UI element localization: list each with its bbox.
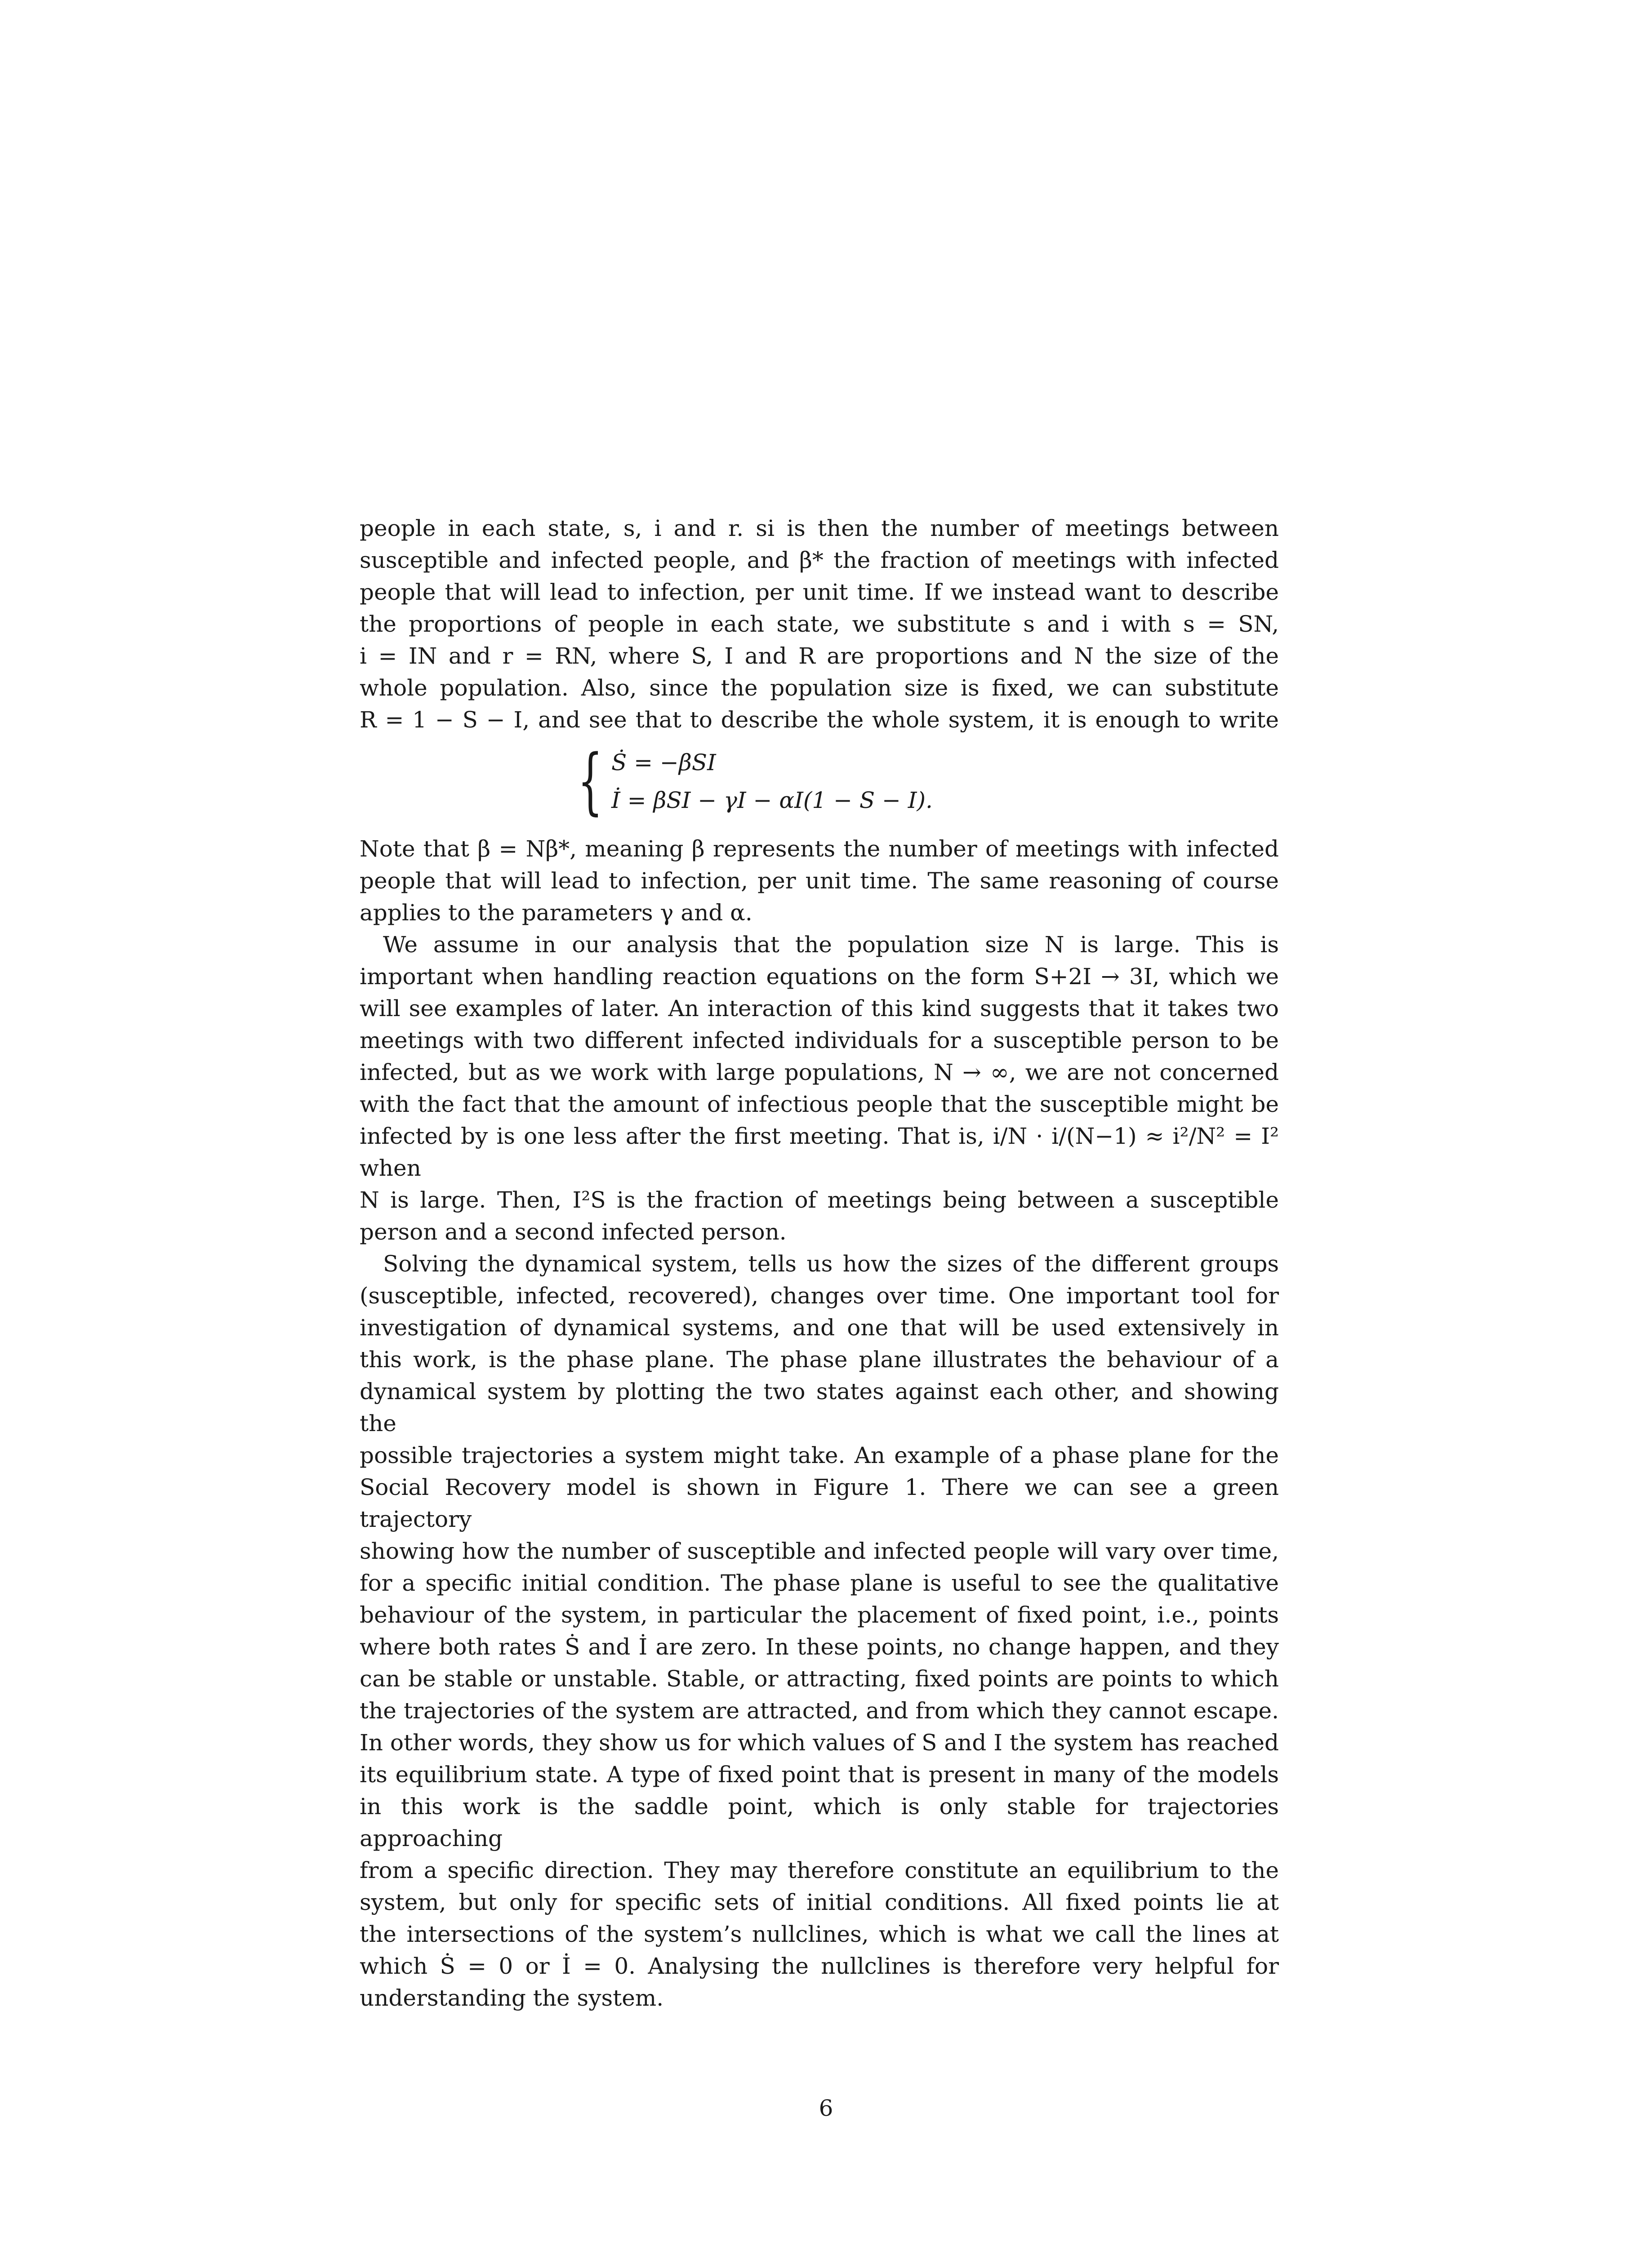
text-line: possible trajectories a system might take. An example of a phase plane for the [360, 1442, 1279, 1468]
text-line: Social Recovery model is shown in Figure 1. There we can see a green trajectory [360, 1474, 1279, 1532]
text-line: the proportions of people in each state, we substitute s and i with s = SN, [360, 611, 1279, 637]
text-line: infected, but as we work with large populations, N → ∞, we are not concerned [360, 1059, 1279, 1085]
text-line: people in each state, s, i and r. si is then the number of meetings between [360, 515, 1279, 541]
text-line: investigation of dynamical systems, and one that will be used extensively in [360, 1315, 1279, 1341]
left-brace: { [578, 739, 603, 823]
equation-line-i: İ = βSI − γI − αI(1 − S − I). [611, 787, 933, 813]
text-line: Solving the dynamical system, tells us how the sizes of the different groups [383, 1251, 1279, 1277]
text-line: showing how the number of susceptible and infected people will vary over time, [360, 1538, 1279, 1564]
text-line: person and a second infected person. [360, 1219, 787, 1245]
paragraph-2 [360, 833, 1279, 929]
text-line: will see examples of later. An interaction of this kind suggests that it takes two [360, 995, 1279, 1021]
text-line: behaviour of the system, in particular the placement of fixed point, i.e., points [360, 1602, 1279, 1628]
text-line: for a specific initial condition. The phase plane is useful to see the qualitative [360, 1570, 1279, 1596]
text-line: system, but only for specific sets of initial conditions. All fixed points lie at [360, 1889, 1279, 1915]
text-line: important when handling reaction equations on the form S+2I → 3I, which we [360, 963, 1279, 990]
text-line: dynamical system by plotting the two states against each other, and showing the [360, 1378, 1279, 1436]
text-line: (susceptible, infected, recovered), changes over time. One important tool for [360, 1283, 1279, 1309]
paragraph-4 [360, 1248, 1279, 2014]
text-line: in this work is the saddle point, which is only stable for trajectories approaching [360, 1793, 1279, 1851]
text-line: N is large. Then, I²S is the fraction of meetings being between a susceptible [360, 1187, 1279, 1213]
text-line: which Ṡ = 0 or İ = 0. Analysing the nullclines is therefore very helpful for [360, 1953, 1279, 1979]
text-line: In other words, they show us for which values of S and I the system has reached [360, 1730, 1279, 1756]
text-line: whole population. Also, since the population size is fixed, we can substitute [360, 675, 1279, 701]
text-line: susceptible and infected people, and β* the fraction of meetings with infected [360, 547, 1279, 573]
text-line: can be stable or unstable. Stable, or attracting, fixed points are points to which [360, 1666, 1279, 1692]
text-line: R = 1 − S − I, and see that to describe the whole system, it is enough to write [360, 707, 1279, 733]
text-line: understanding the system. [360, 1985, 664, 2011]
page-number: 6 [819, 2095, 833, 2121]
text-line: applies to the parameters γ and α. [360, 900, 753, 926]
body-text [360, 513, 1279, 2014]
text-line: i = IN and r = RN, where S, I and R are proportions and N the size of the [360, 643, 1279, 669]
text-line: this work, is the phase plane. The phase plane illustrates the behaviour of a [360, 1347, 1279, 1373]
text-line: We assume in our analysis that the population size N is large. This is [383, 932, 1279, 958]
text-line: where both rates Ṡ and İ are zero. In these points, no change happen, and they [360, 1634, 1279, 1660]
paragraph-3 [360, 929, 1279, 1248]
text-line: infected by is one less after the first meeting. That is, i/N · i/(N−1) ≈ i²/N² = I² when [360, 1123, 1279, 1181]
paragraph-1 [360, 513, 1279, 736]
equation-system [360, 739, 1279, 825]
text-line: from a specific direction. They may therefore constitute an equilibrium to the [360, 1857, 1279, 1883]
text-line: the intersections of the system’s nullclines, which is what we call the lines at [360, 1921, 1279, 1947]
text-line: its equilibrium state. A type of fixed point that is present in many of the models [360, 1762, 1279, 1788]
text-line: meetings with two different infected individuals for a susceptible person to be [360, 1027, 1279, 1053]
text-line: the trajectories of the system are attracted, and from which they cannot escape. [360, 1698, 1279, 1724]
text-line: people that will lead to infection, per unit time. The same reasoning of course [360, 868, 1279, 894]
text-line: people that will lead to infection, per unit time. If we instead want to describe [360, 579, 1279, 605]
equation-line-s: Ṡ = −βSI [611, 749, 716, 776]
text-line: with the fact that the amount of infectious people that the susceptible might be [360, 1091, 1279, 1117]
text-line: Note that β = Nβ*, meaning β represents the number of meetings with infected [360, 836, 1279, 862]
